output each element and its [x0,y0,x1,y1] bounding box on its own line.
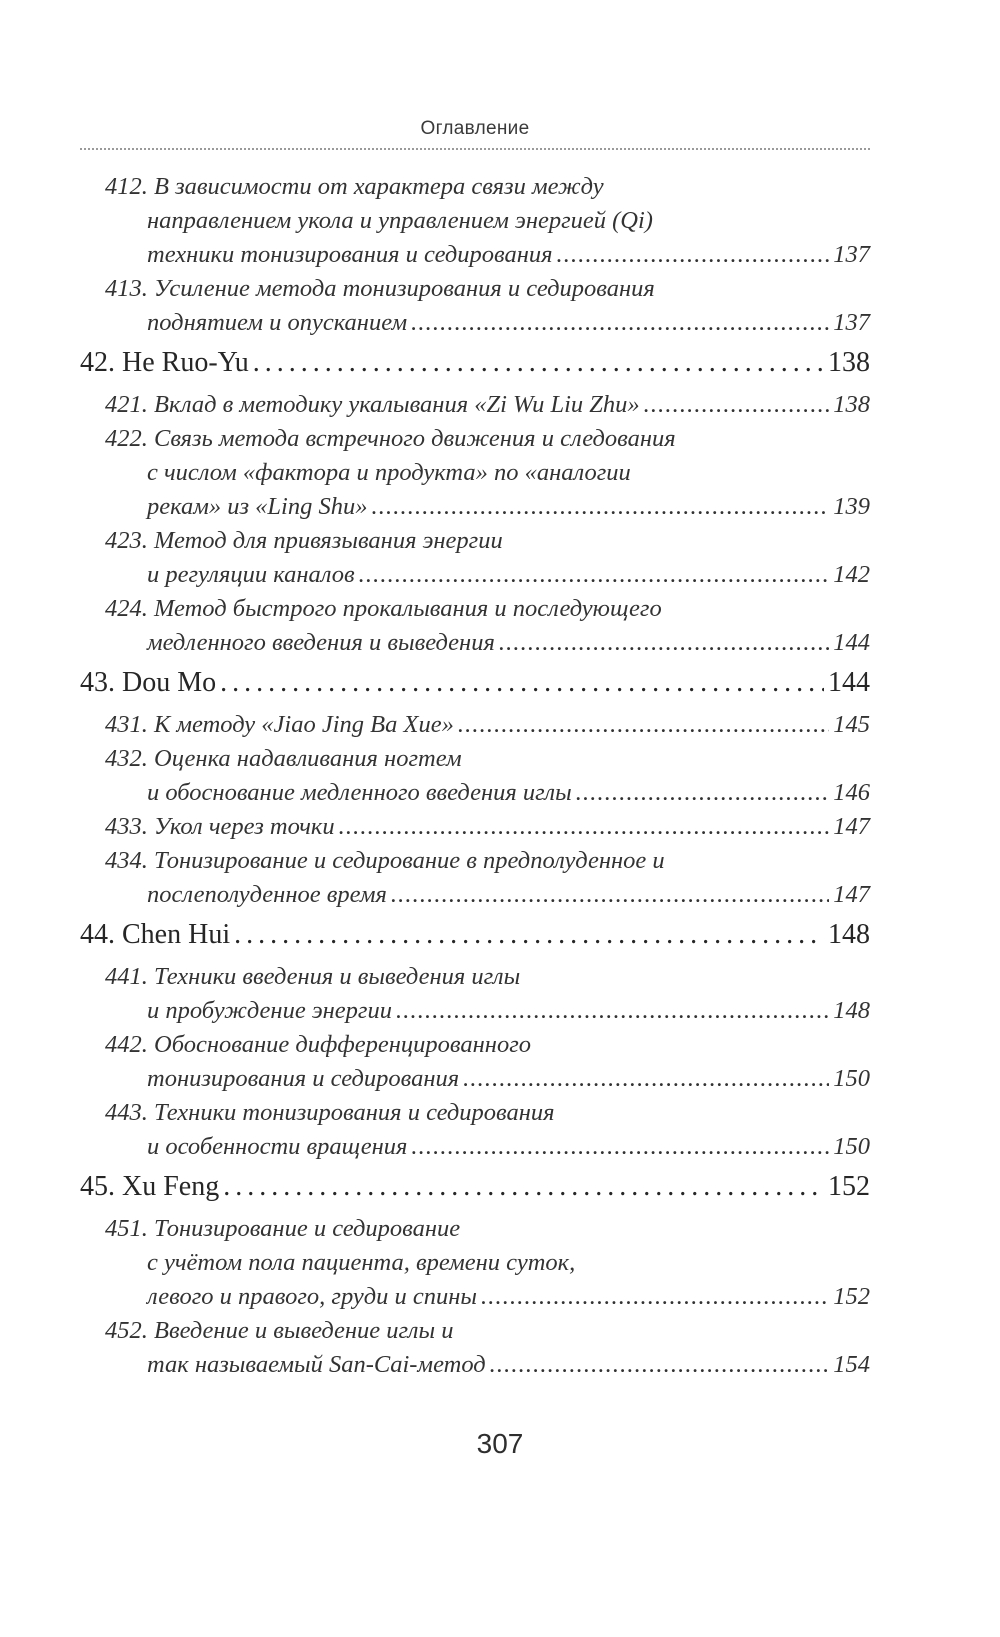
dot-leader [411,1130,829,1164]
toc-subsection-entry [80,960,870,1028]
toc-subsection-entry [80,810,870,844]
toc-page-number: 146 [833,779,870,806]
toc-subsection-line: тонизирования и седирования [147,1065,460,1092]
toc-page-number: 145 [833,711,870,738]
toc-section-entry [80,1170,870,1204]
toc-subsection-last-line [80,558,870,592]
toc-subsection-line: медленного введения и выведения [147,629,495,656]
toc-subsection-line: 412. В зависимости от характера связи между [105,173,604,200]
dot-leader [371,490,829,524]
toc-section-title: 44. Chen Hui [80,919,231,950]
header-rule [80,148,870,150]
toc-subsection-last-line [80,878,870,912]
toc-section-entry [80,346,870,380]
dot-leader [411,306,829,340]
toc-subsection-entry [80,170,870,272]
toc-subsection-line: и обоснование медленного введения иглы [147,779,572,806]
toc-subsection-last-line [80,1280,870,1314]
toc-subsection-last-line [80,490,870,524]
toc-subsection-last-line [80,626,870,660]
toc-subsection-entry [80,422,870,524]
toc-subsection-last-line [80,1130,870,1164]
toc-page-number: 144 [833,629,870,656]
toc-page-number: 150 [833,1133,870,1160]
toc-page-number: 139 [833,493,870,520]
toc-subsection-line: с числом «фактора и продукта» по «аналогии [147,459,631,486]
dot-leader [481,1280,829,1314]
toc-subsection-entry [80,844,870,912]
toc-page-number: 147 [833,813,870,840]
toc-subsection-line: 424. Метод быстрого прокалывания и последующего [105,595,662,622]
toc-page-number: 137 [833,309,870,336]
toc-page-number: 138 [833,391,870,418]
toc-page-number: 148 [828,919,870,950]
toc-section-entry [80,918,870,952]
dot-leader [253,346,824,380]
toc-subsection-line: техники тонизирования и седирования [147,241,553,268]
toc-subsection-entry [80,1028,870,1096]
toc-page-number: 150 [833,1065,870,1092]
toc-subsection-entry [80,742,870,810]
toc-subsection-entry [80,1212,870,1314]
toc-subsection-last-line [80,776,870,810]
toc-section-title: 43. Dou Mo [80,667,217,698]
table-of-contents [80,170,870,1382]
toc-subsection-entry [80,708,870,742]
dot-leader [396,994,829,1028]
toc-subsection-last-line [80,1062,870,1096]
dot-leader [220,666,824,700]
dot-leader [644,388,830,422]
toc-page-number: 142 [833,561,870,588]
toc-page-number: 138 [828,347,870,378]
dot-leader [499,626,829,660]
toc-subsection-line: так называемый San-Cai-метод [147,1351,486,1378]
toc-subsection-line: 442. Обоснование дифференцированного [105,1031,532,1058]
toc-page-number: 152 [833,1283,870,1310]
toc-page-number: 137 [833,241,870,268]
toc-section-entry [80,666,870,700]
toc-page-number: 152 [828,1171,870,1202]
toc-subsection-line: и регуляции каналов [147,561,355,588]
toc-subsection-line: рекам» из «Ling Shu» [147,493,368,520]
dot-leader [490,1348,830,1382]
toc-subsection-line: послеполуденное время [147,881,387,908]
toc-subsection-entry [80,1314,870,1382]
toc-subsection-line: 413. Усиление метода тонизирования и седирования [105,275,655,302]
dot-leader [463,1062,829,1096]
toc-subsection-line: 432. Оценка надавливания ногтем [105,745,462,772]
toc-section-title: 45. Xu Feng [80,1171,220,1202]
toc-subsection-line: направлением укола и управлением энергией (Qi) [147,207,653,234]
toc-subsection-last-line [80,306,870,340]
toc-subsection-last-line [80,1348,870,1382]
toc-subsection-entry [80,592,870,660]
toc-subsection-entry [80,388,870,422]
toc-subsection-last-line [80,708,870,742]
toc-subsection-line: 434. Тонизирование и седирование в предполуденное и [105,847,665,874]
toc-subsection-line: и особенности вращения [147,1133,408,1160]
toc-subsection-line: 433. Укол через точки [105,813,335,840]
dot-leader [576,776,830,810]
toc-subsection-line: левого и правого, груди и спины [147,1283,477,1310]
toc-subsection-line: 422. Связь метода встречного движения и следования [105,425,676,452]
toc-subsection-line: поднятием и опусканием [147,309,408,336]
page-number: 307 [476,1428,524,1459]
toc-subsection-line: 443. Техники тонизирования и седирования [105,1099,555,1126]
toc-subsection-entry [80,524,870,592]
toc-subsection-line: 423. Метод для привязывания энергии [105,527,503,554]
toc-subsection-line: 421. Вклад в методику укалывания «Zi Wu Liu Zhu» [105,391,640,418]
dot-leader [458,708,829,742]
running-head: Оглавление [420,118,530,139]
dot-leader [557,238,830,272]
toc-page-number: 144 [828,667,870,698]
toc-subsection-entry [80,1096,870,1164]
dot-leader [391,878,829,912]
toc-page-number: 147 [833,881,870,908]
toc-section-title: 42. He Ruo-Yu [80,347,249,378]
toc-subsection-last-line [80,810,870,844]
toc-subsection-line: с учётом пола пациента, времени суток, [147,1249,576,1276]
toc-subsection-entry [80,272,870,340]
toc-subsection-last-line [80,238,870,272]
dot-leader [339,810,830,844]
dot-leader [359,558,830,592]
toc-subsection-line: 451. Тонизирование и седирование [105,1215,461,1242]
toc-page-number: 154 [833,1351,870,1378]
toc-subsection-line: и пробуждение энергии [147,997,392,1024]
toc-subsection-last-line [80,388,870,422]
toc-subsection-line: 452. Введение и выведение иглы и [105,1317,454,1344]
dot-leader [234,918,824,952]
toc-subsection-line: 431. К методу «Jiao Jing Ba Xue» [105,711,454,738]
toc-subsection-line: 441. Техники введения и выведения иглы [105,963,521,990]
toc-subsection-last-line [80,994,870,1028]
dot-leader [223,1170,824,1204]
toc-page-number: 148 [833,997,870,1024]
